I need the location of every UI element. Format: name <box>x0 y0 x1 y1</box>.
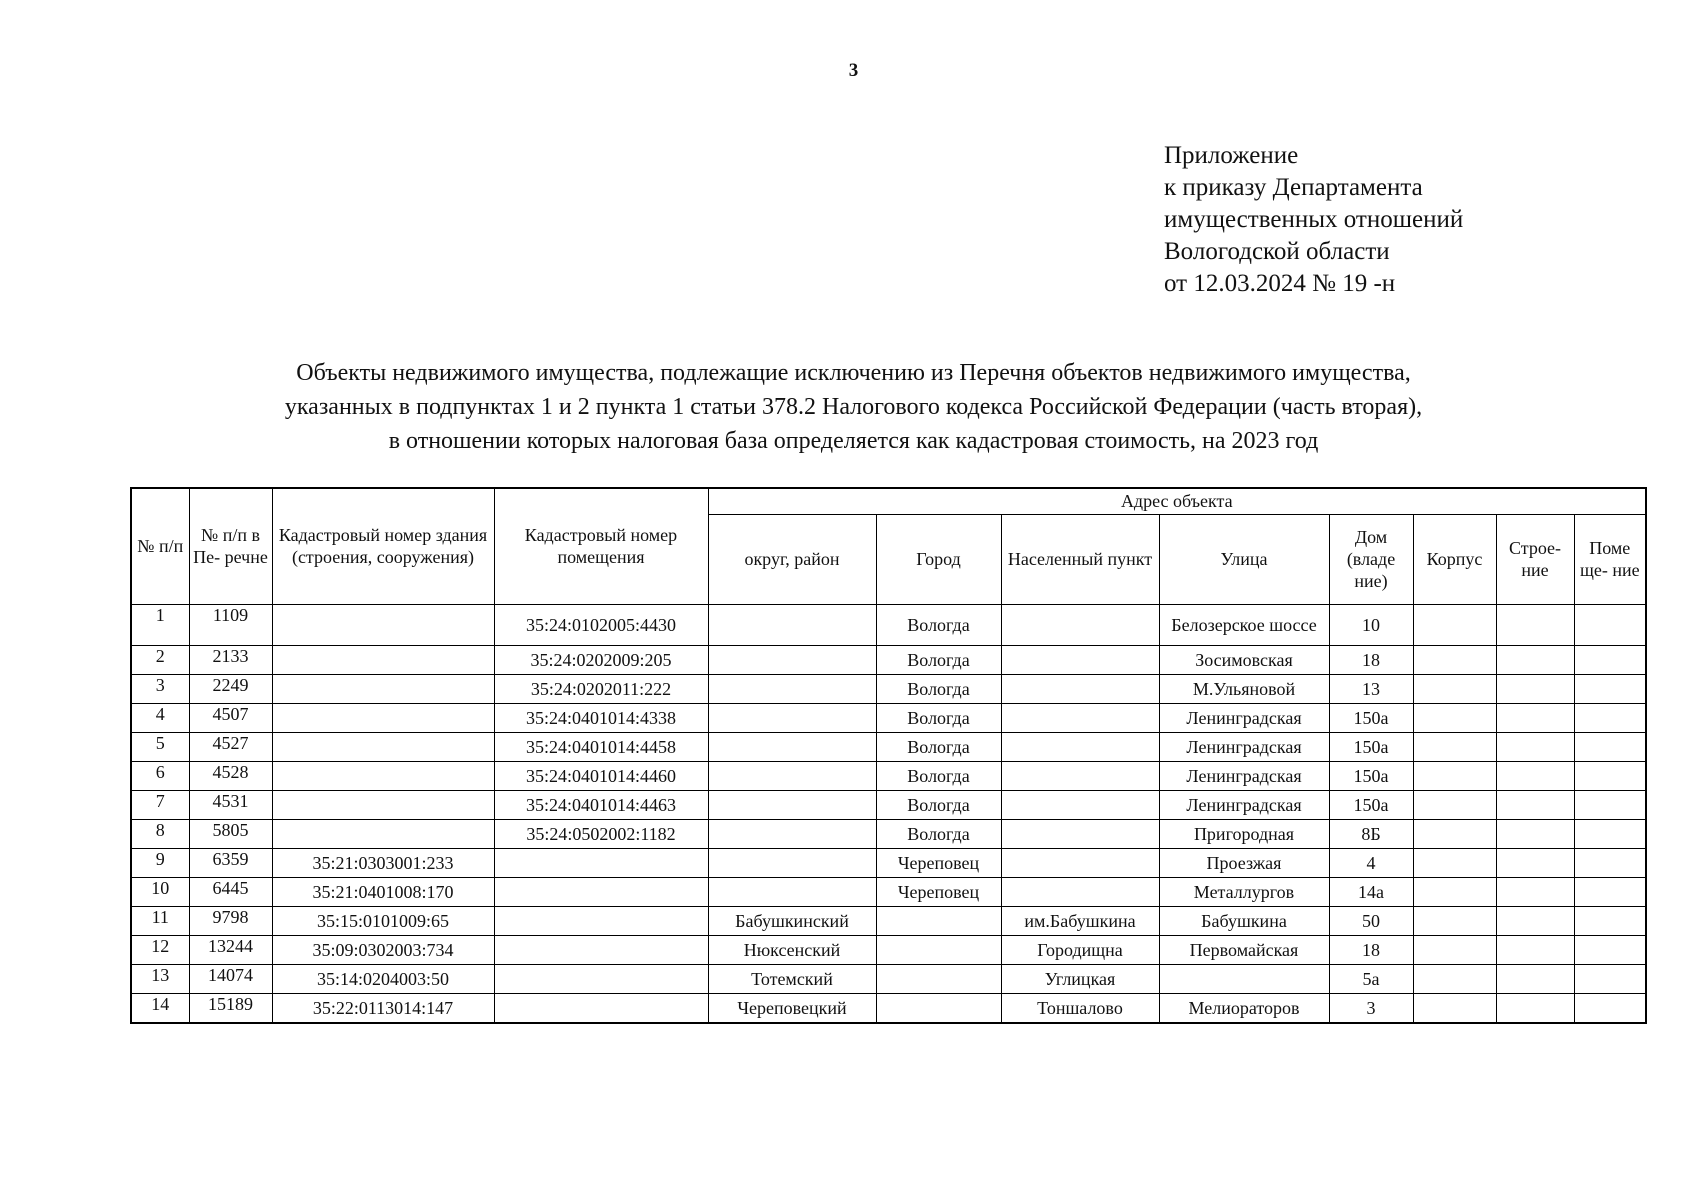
cell-district: Тотемский <box>708 964 876 993</box>
cell-locality <box>1001 703 1159 732</box>
cell-premises <box>494 935 708 964</box>
cell-locality <box>1001 761 1159 790</box>
cell-locality: им.Бабушкина <box>1001 906 1159 935</box>
cell-street: Мелиораторов <box>1159 993 1329 1023</box>
cell-house: 10 <box>1329 604 1413 645</box>
cell-room <box>1574 964 1646 993</box>
cell-building <box>272 732 494 761</box>
cell-premises: 35:24:0202009:205 <box>494 645 708 674</box>
cell-district <box>708 790 876 819</box>
cell-premises <box>494 993 708 1023</box>
cell-street: Первомайская <box>1159 935 1329 964</box>
cell-list: 2249 <box>189 674 272 703</box>
cell-structure <box>1496 732 1574 761</box>
cell-block <box>1413 819 1496 848</box>
cell-locality <box>1001 645 1159 674</box>
cell-street: Проезжая <box>1159 848 1329 877</box>
cell-n: 12 <box>131 935 189 964</box>
cell-street: Ленинградская <box>1159 703 1329 732</box>
cell-building: 35:22:0113014:147 <box>272 993 494 1023</box>
appendix-line: Вологодской области <box>1164 238 1390 265</box>
cell-building <box>272 790 494 819</box>
cell-street: Ленинградская <box>1159 732 1329 761</box>
header-street: Улица <box>1159 514 1329 604</box>
cell-building <box>272 761 494 790</box>
cell-building: 35:15:0101009:65 <box>272 906 494 935</box>
cell-list: 1109 <box>189 604 272 645</box>
cell-block <box>1413 604 1496 645</box>
cell-house: 18 <box>1329 935 1413 964</box>
cell-structure <box>1496 848 1574 877</box>
cell-house: 18 <box>1329 645 1413 674</box>
cell-n: 4 <box>131 703 189 732</box>
cell-structure <box>1496 993 1574 1023</box>
cell-n: 2 <box>131 645 189 674</box>
cell-city: Череповец <box>876 877 1001 906</box>
cell-locality: Тоншалово <box>1001 993 1159 1023</box>
cell-block <box>1413 964 1496 993</box>
cell-room <box>1574 848 1646 877</box>
cell-structure <box>1496 703 1574 732</box>
cell-street: Пригородная <box>1159 819 1329 848</box>
cell-street: Металлургов <box>1159 877 1329 906</box>
cell-house: 14а <box>1329 877 1413 906</box>
cell-n: 13 <box>131 964 189 993</box>
cell-block <box>1413 935 1496 964</box>
cell-city: Вологда <box>876 703 1001 732</box>
cell-list: 9798 <box>189 906 272 935</box>
cell-city: Вологда <box>876 761 1001 790</box>
cell-locality <box>1001 732 1159 761</box>
table-row <box>131 964 1646 993</box>
cell-locality <box>1001 877 1159 906</box>
cell-city <box>876 993 1001 1023</box>
cell-block <box>1413 732 1496 761</box>
cell-house: 150а <box>1329 761 1413 790</box>
table-row <box>131 819 1646 848</box>
cell-structure <box>1496 964 1574 993</box>
header-address: Адрес объекта <box>708 488 1646 514</box>
header-block: Корпус <box>1413 514 1496 604</box>
cell-n: 14 <box>131 993 189 1023</box>
cell-block <box>1413 993 1496 1023</box>
cell-district <box>708 604 876 645</box>
cell-district <box>708 732 876 761</box>
appendix-line: от 12.03.2024 № 19 -н <box>1164 270 1396 297</box>
table-row <box>131 993 1646 1023</box>
cell-premises <box>494 964 708 993</box>
cell-room <box>1574 877 1646 906</box>
cell-list: 4528 <box>189 761 272 790</box>
cell-building: 35:21:0401008:170 <box>272 877 494 906</box>
cell-street: Ленинградская <box>1159 761 1329 790</box>
cell-n: 3 <box>131 674 189 703</box>
cell-city <box>876 935 1001 964</box>
cell-list: 4531 <box>189 790 272 819</box>
cell-structure <box>1496 935 1574 964</box>
cell-locality <box>1001 674 1159 703</box>
cell-street: Бабушкина <box>1159 906 1329 935</box>
cell-list: 13244 <box>189 935 272 964</box>
table-row <box>131 761 1646 790</box>
cell-room <box>1574 761 1646 790</box>
cell-structure <box>1496 906 1574 935</box>
cell-district <box>708 877 876 906</box>
cell-room <box>1574 906 1646 935</box>
table-row <box>131 732 1646 761</box>
cell-building <box>272 819 494 848</box>
cell-building <box>272 645 494 674</box>
cell-room <box>1574 993 1646 1023</box>
cell-list: 4527 <box>189 732 272 761</box>
cell-city: Череповец <box>876 848 1001 877</box>
table-row <box>131 604 1646 645</box>
cell-district <box>708 645 876 674</box>
cell-district <box>708 819 876 848</box>
document-title <box>0 356 1707 458</box>
header-district: округ, район <box>708 514 876 604</box>
cell-list: 2133 <box>189 645 272 674</box>
cell-list: 4507 <box>189 703 272 732</box>
cell-city: Вологда <box>876 819 1001 848</box>
header-list-num: № п/п в Пе- речне <box>189 488 272 604</box>
cell-list: 5805 <box>189 819 272 848</box>
cell-city <box>876 906 1001 935</box>
cell-city: Вологда <box>876 790 1001 819</box>
cell-block <box>1413 790 1496 819</box>
cell-district: Череповецкий <box>708 993 876 1023</box>
cell-premises <box>494 848 708 877</box>
cell-street: Белозерское шоссе <box>1159 604 1329 645</box>
cell-n: 1 <box>131 604 189 645</box>
cell-block <box>1413 877 1496 906</box>
cell-house: 5а <box>1329 964 1413 993</box>
cell-structure <box>1496 761 1574 790</box>
cell-list: 14074 <box>189 964 272 993</box>
cell-room <box>1574 790 1646 819</box>
cell-street: Зосимовская <box>1159 645 1329 674</box>
cell-room <box>1574 703 1646 732</box>
cell-n: 5 <box>131 732 189 761</box>
cell-building: 35:21:0303001:233 <box>272 848 494 877</box>
cell-locality <box>1001 604 1159 645</box>
cell-district: Бабушкинский <box>708 906 876 935</box>
cell-n: 11 <box>131 906 189 935</box>
header-locality: Населенный пункт <box>1001 514 1159 604</box>
cell-block <box>1413 674 1496 703</box>
cell-city: Вологда <box>876 674 1001 703</box>
cell-structure <box>1496 790 1574 819</box>
cell-list: 6445 <box>189 877 272 906</box>
cell-district <box>708 761 876 790</box>
cell-list: 15189 <box>189 993 272 1023</box>
cell-street: Ленинградская <box>1159 790 1329 819</box>
cell-district: Нюксенский <box>708 935 876 964</box>
title-line: указанных в подпунктах 1 и 2 пункта 1 статьи 378.2 Налогового кодекса Российской Федерации (часть вторая), <box>284 394 1423 420</box>
cell-house: 13 <box>1329 674 1413 703</box>
cell-premises <box>494 906 708 935</box>
table-row <box>131 935 1646 964</box>
cell-house: 50 <box>1329 906 1413 935</box>
cell-district <box>708 848 876 877</box>
cell-n: 8 <box>131 819 189 848</box>
cell-building <box>272 703 494 732</box>
cell-locality: Городищна <box>1001 935 1159 964</box>
appendix-reference <box>1164 140 1463 300</box>
header-structure: Строе- ние <box>1496 514 1574 604</box>
title-line: в отношении которых налоговая база определяется как кадастровая стоимость, на 2023 год <box>388 428 1319 454</box>
cell-premises: 35:24:0401014:4460 <box>494 761 708 790</box>
cell-structure <box>1496 877 1574 906</box>
cell-locality: Углицкая <box>1001 964 1159 993</box>
table-row <box>131 906 1646 935</box>
cell-building <box>272 674 494 703</box>
cell-room <box>1574 732 1646 761</box>
cell-room <box>1574 819 1646 848</box>
cell-block <box>1413 703 1496 732</box>
property-table <box>130 487 1647 1024</box>
cell-district <box>708 703 876 732</box>
cell-premises: 35:24:0502002:1182 <box>494 819 708 848</box>
cell-block <box>1413 848 1496 877</box>
cell-locality <box>1001 848 1159 877</box>
cell-locality <box>1001 819 1159 848</box>
table-row <box>131 877 1646 906</box>
cell-house: 3 <box>1329 993 1413 1023</box>
cell-n: 10 <box>131 877 189 906</box>
cell-premises: 35:24:0401014:4338 <box>494 703 708 732</box>
cell-premises: 35:24:0202011:222 <box>494 674 708 703</box>
page-number: 3 <box>848 60 859 81</box>
cell-premises: 35:24:0102005:4430 <box>494 604 708 645</box>
cell-structure <box>1496 819 1574 848</box>
cell-structure <box>1496 645 1574 674</box>
appendix-line: имущественных отношений <box>1164 206 1464 233</box>
header-building-cadastral: Кадастровый номер здания (строения, сооружения) <box>272 488 494 604</box>
cell-street: М.Ульяновой <box>1159 674 1329 703</box>
cell-building: 35:09:0302003:734 <box>272 935 494 964</box>
appendix-line: к приказу Департамента <box>1164 174 1423 201</box>
cell-block <box>1413 906 1496 935</box>
header-house: Дом (владе ние) <box>1329 514 1413 604</box>
table-row <box>131 674 1646 703</box>
cell-n: 9 <box>131 848 189 877</box>
cell-building <box>272 604 494 645</box>
cell-house: 150а <box>1329 703 1413 732</box>
cell-n: 7 <box>131 790 189 819</box>
cell-city <box>876 964 1001 993</box>
cell-room <box>1574 674 1646 703</box>
cell-city: Вологда <box>876 645 1001 674</box>
table-row <box>131 848 1646 877</box>
title-line: Объекты недвижимого имущества, подлежащие исключению из Перечня объектов недвижимого имущества, <box>296 360 1411 386</box>
header-num: № п/п <box>131 488 189 604</box>
cell-street <box>1159 964 1329 993</box>
cell-city: Вологда <box>876 604 1001 645</box>
header-room: Поме ще- ние <box>1574 514 1646 604</box>
cell-block <box>1413 645 1496 674</box>
header-city: Город <box>876 514 1001 604</box>
cell-locality <box>1001 790 1159 819</box>
cell-premises: 35:24:0401014:4458 <box>494 732 708 761</box>
cell-house: 150а <box>1329 732 1413 761</box>
table-row <box>131 790 1646 819</box>
cell-list: 6359 <box>189 848 272 877</box>
table-row <box>131 645 1646 674</box>
header-premises-cadastral: Кадастровый номер помещения <box>494 488 708 604</box>
cell-house: 8Б <box>1329 819 1413 848</box>
cell-n: 6 <box>131 761 189 790</box>
cell-room <box>1574 604 1646 645</box>
cell-room <box>1574 935 1646 964</box>
cell-room <box>1574 645 1646 674</box>
table-row <box>131 703 1646 732</box>
cell-district <box>708 674 876 703</box>
cell-structure <box>1496 604 1574 645</box>
cell-building: 35:14:0204003:50 <box>272 964 494 993</box>
cell-house: 150а <box>1329 790 1413 819</box>
cell-city: Вологда <box>876 732 1001 761</box>
cell-structure <box>1496 674 1574 703</box>
cell-block <box>1413 761 1496 790</box>
appendix-line: Приложение <box>1164 142 1299 169</box>
cell-premises: 35:24:0401014:4463 <box>494 790 708 819</box>
cell-premises <box>494 877 708 906</box>
cell-house: 4 <box>1329 848 1413 877</box>
